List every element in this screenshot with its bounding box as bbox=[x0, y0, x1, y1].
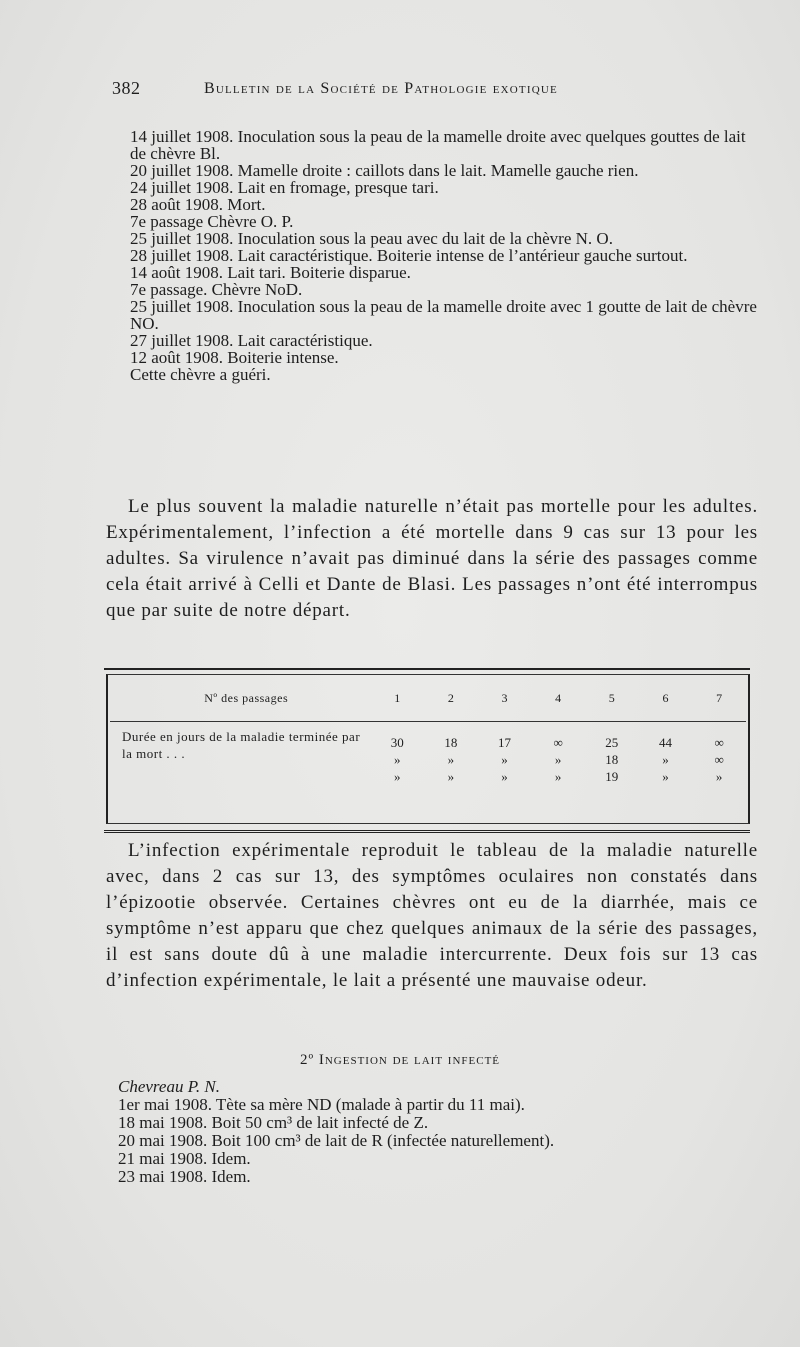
table-cell bbox=[639, 722, 693, 831]
running-title: Bulletin de la Société de Pathologie exotique bbox=[204, 80, 558, 97]
cell-value: 18 bbox=[605, 752, 619, 767]
paragraph-text: Le plus souvent la maladie naturelle n’était pas mortelle pour les adultes. Expérimentalement, l’infection a été mortelle dans 9 cas sur 13 pour les adultes. Sa virulence n’avait pas diminué dans la série des passages comme cela était arrivé à Celli et Dante de Blasi. Les passages n’ont été interrompus que par suite de notre départ. bbox=[106, 496, 758, 621]
note-line: 21 mai 1908. Idem. bbox=[118, 1149, 251, 1168]
row-label: Durée en jours de la maladie terminée par la mort . . . bbox=[122, 729, 361, 761]
note-line: 25 juillet 1908. Inoculation sous la peau avec du lait de la chèvre N. O. bbox=[130, 229, 613, 248]
note-line: 20 juillet 1908. Mamelle droite : caillots dans le lait. Mamelle gauche rien. bbox=[130, 161, 639, 180]
header-label: Nº des passages bbox=[110, 675, 370, 722]
case-notes-top bbox=[110, 128, 760, 383]
cell-value: ∞ bbox=[714, 752, 724, 767]
table-row bbox=[110, 722, 746, 831]
table-cell bbox=[424, 722, 478, 831]
cell-value: » bbox=[662, 752, 669, 767]
note-line: 18 mai 1908. Boit 50 cm³ de lait infecté de Z. bbox=[118, 1113, 429, 1132]
paragraph-text: L’infection expérimentale reproduit le tableau de la maladie naturelle avec, dans 2 cas sur 13, des symptômes oculaires non constatés dans l’épizootie observée. Certaines chèvres ont eu de la diarrhée, mais ce symptôme n’est apparu que chez quelques animaux de la série des passages, il est sans doute dû à une maladie intercurrente. Deux fois sur 13 cas d’infection expérimentale, le lait a présenté une mauvaise odeur. bbox=[106, 840, 758, 991]
note-line: 14 août 1908. Lait tari. Boiterie disparue. bbox=[130, 263, 411, 282]
table-cell bbox=[531, 722, 585, 831]
body-paragraph-2 bbox=[106, 838, 758, 994]
section-heading: 2º Ingestion de lait infecté bbox=[299, 1052, 501, 1068]
cell-value: » bbox=[447, 769, 455, 784]
cell-value: » bbox=[554, 752, 562, 767]
note-line: 1er mai 1908. Tète sa mère ND (malade à partir du 11 mai). bbox=[118, 1095, 525, 1114]
note-line: 12 août 1908. Boiterie intense. bbox=[130, 348, 339, 367]
note-line: 27 juillet 1908. Lait caractéristique. bbox=[130, 331, 373, 350]
passages-table bbox=[104, 668, 750, 833]
table-cell bbox=[585, 722, 639, 831]
note-line: 28 août 1908. Mort. bbox=[130, 195, 266, 214]
body-paragraph-1 bbox=[106, 494, 758, 624]
cell-value: 18 bbox=[444, 735, 458, 750]
column-header: 1 bbox=[370, 675, 424, 722]
column-header: 5 bbox=[585, 675, 639, 722]
note-line: 14 juillet 1908. Inoculation sous la peau de la mamelle droite avec quelques gouttes de lait de chèvre Bl. bbox=[130, 127, 746, 163]
note-line: 24 juillet 1908. Lait en fromage, presque tari. bbox=[130, 178, 439, 197]
note-line: 7e passage. Chèvre NoD. bbox=[130, 280, 303, 299]
column-header: 2 bbox=[424, 675, 478, 722]
cell-value: ∞ bbox=[553, 735, 563, 750]
animal-name: Chevreau P. N. bbox=[118, 1077, 220, 1096]
table-frame bbox=[106, 674, 750, 824]
page-header bbox=[112, 78, 672, 108]
case-notes-bottom bbox=[118, 1078, 738, 1186]
table-grid bbox=[110, 675, 746, 830]
cell-value: » bbox=[393, 769, 401, 784]
note-line: 25 juillet 1908. Inoculation sous la peau de la mamelle droite avec 1 goutte de lait de chèvre NO. bbox=[130, 297, 757, 333]
table-cell bbox=[478, 722, 532, 831]
note-line: 7e passage Chèvre O. P. bbox=[130, 212, 294, 231]
cell-value: 30 bbox=[390, 735, 404, 750]
cell-value: 17 bbox=[498, 735, 512, 750]
table-cell bbox=[370, 722, 424, 831]
cell-value: 19 bbox=[605, 769, 619, 784]
cell-value: » bbox=[501, 769, 508, 784]
note-line bbox=[118, 1078, 738, 1096]
note-line: 23 mai 1908. Idem. bbox=[118, 1167, 251, 1186]
note-line: 20 mai 1908. Boit 100 cm³ de lait de R (infectée naturellement). bbox=[118, 1131, 555, 1150]
cell-value: » bbox=[393, 752, 401, 767]
cell-value: 44 bbox=[658, 735, 672, 750]
cell-value: » bbox=[715, 769, 723, 784]
table-header-row bbox=[110, 675, 746, 722]
cell-value: 25 bbox=[605, 735, 619, 750]
table-cell bbox=[692, 722, 746, 831]
note-line: Cette chèvre a guéri. bbox=[130, 365, 271, 384]
cell-value: » bbox=[501, 752, 508, 767]
column-header: 7 bbox=[692, 675, 746, 722]
cell-value: » bbox=[447, 752, 455, 767]
column-header: 4 bbox=[531, 675, 585, 722]
column-header: 3 bbox=[478, 675, 532, 722]
cell-value: » bbox=[554, 769, 562, 784]
cell-value: » bbox=[662, 769, 669, 784]
cell-value: ∞ bbox=[714, 735, 724, 750]
column-header: 6 bbox=[639, 675, 693, 722]
note-line: 28 juillet 1908. Lait caractéristique. Boiterie intense de l’antérieur gauche surtout. bbox=[130, 246, 688, 265]
page-number: 382 bbox=[112, 78, 141, 98]
